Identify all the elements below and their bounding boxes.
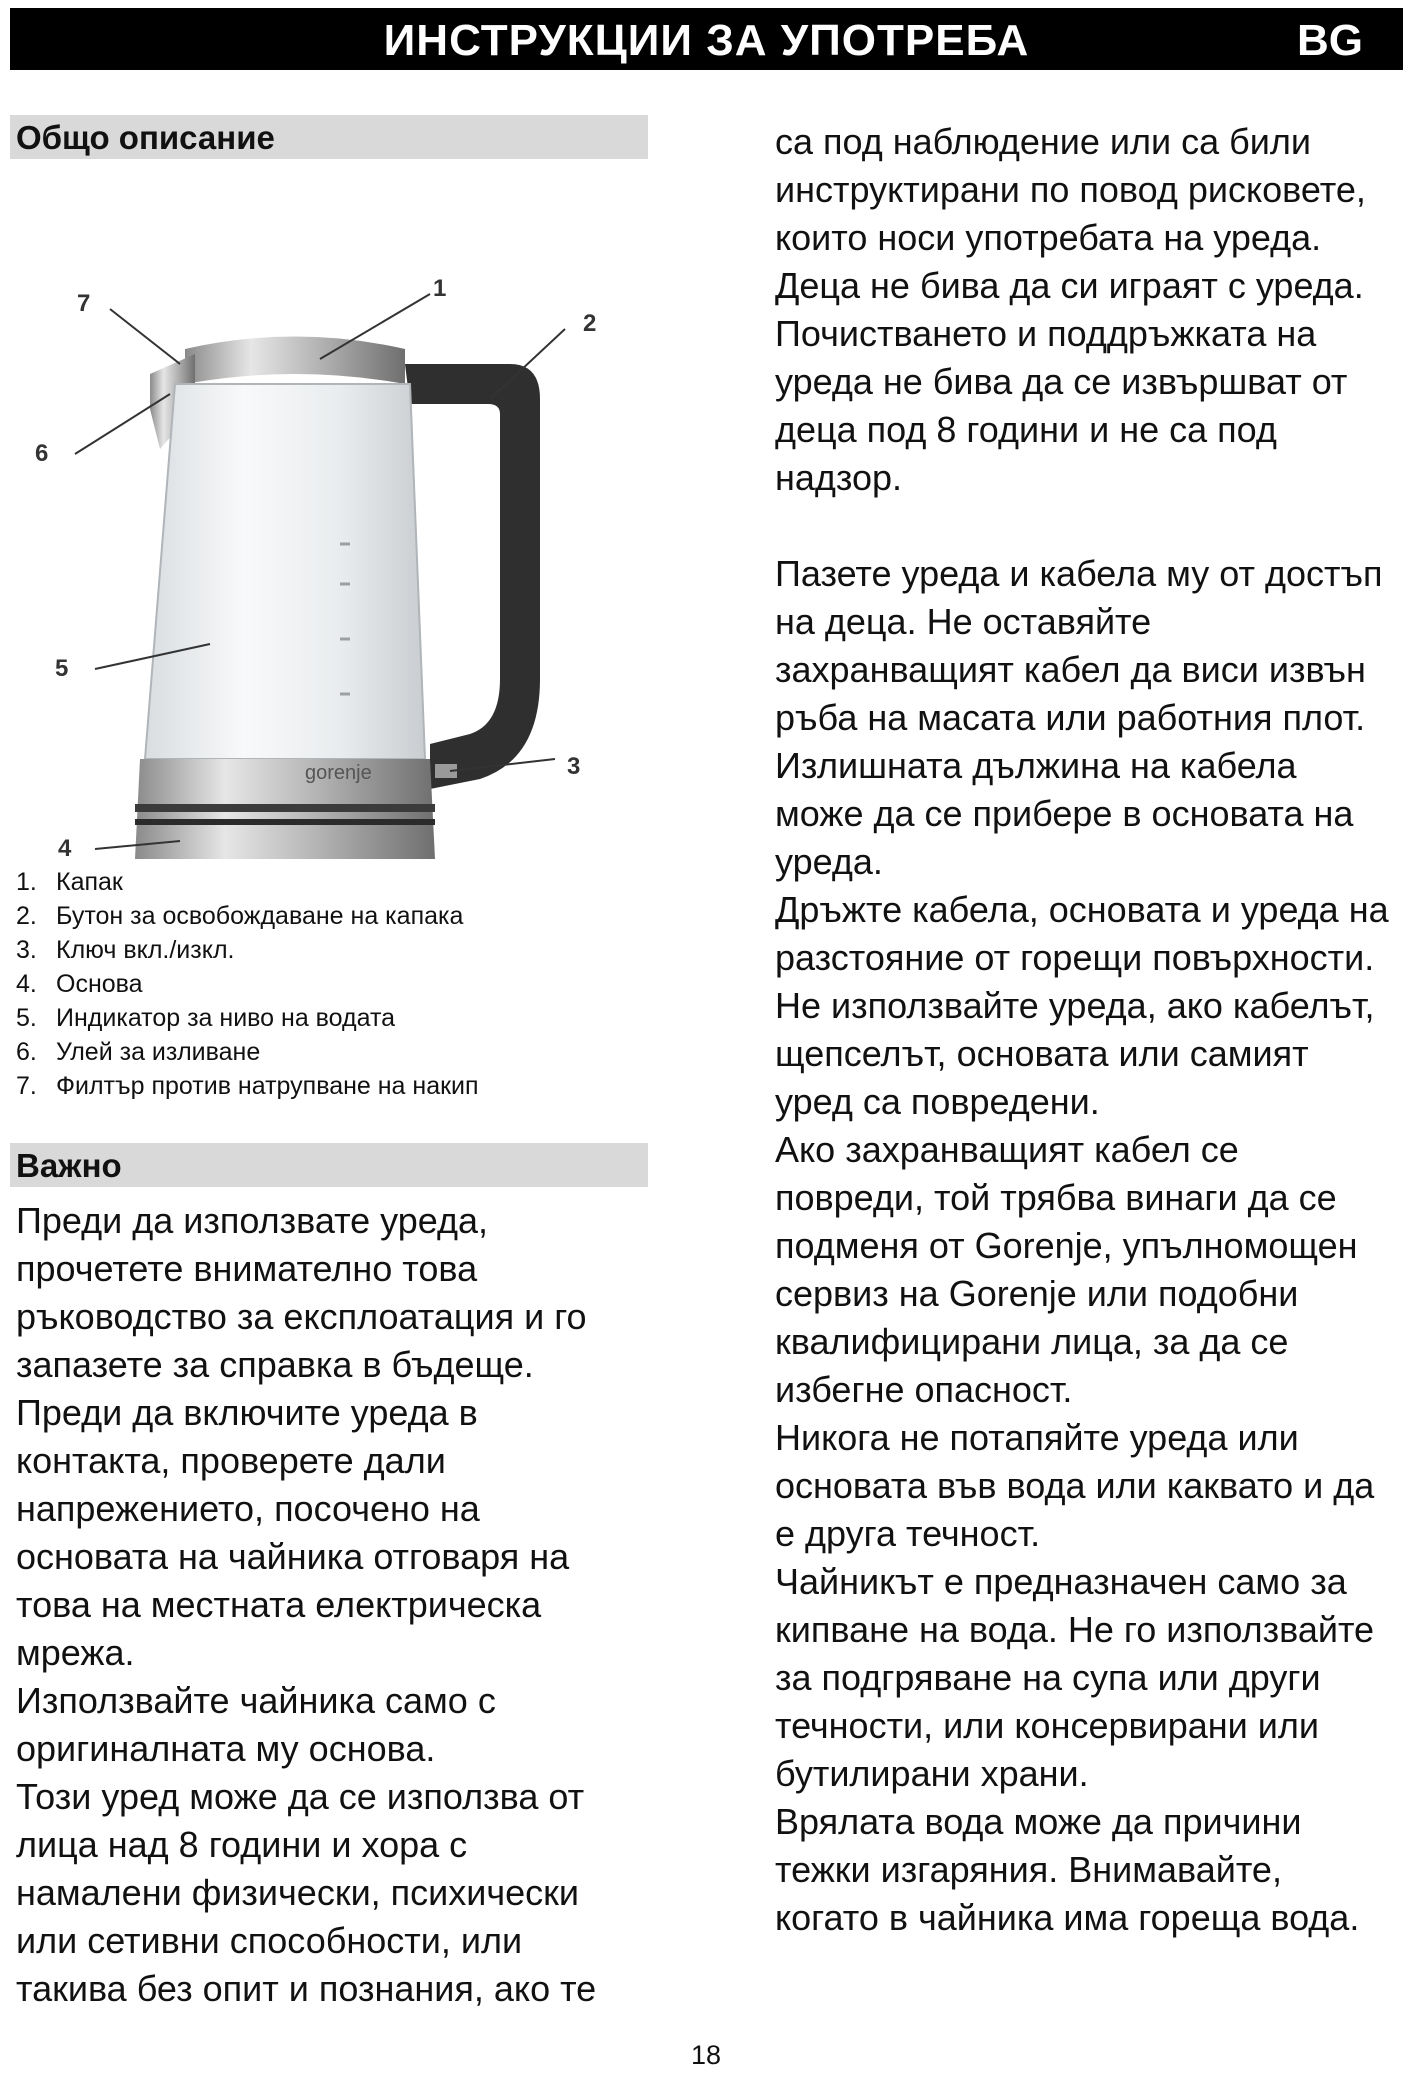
page-number: 18 — [690, 2040, 722, 2070]
kettle-drawing — [10, 159, 610, 859]
text-line: контакта, проверете дали — [16, 1440, 446, 1481]
text-line: основата във вода или каквато и да — [775, 1465, 1375, 1506]
text-line: разстояние от горещи повърхности. — [775, 937, 1375, 978]
important-heading: Важно — [16, 1147, 122, 1184]
text-line: квалифицирани лица, за да се — [775, 1321, 1289, 1362]
callout-7: 7 — [77, 290, 91, 317]
text-line: уреда не бива да се извършват от — [775, 361, 1348, 402]
text-line: мрежа. — [16, 1632, 135, 1673]
text-line: избегне опасност. — [775, 1369, 1073, 1410]
list-item: 4. Основа — [16, 970, 143, 998]
brand-logo: gorenje — [305, 762, 372, 784]
text-line: Излишната дължина на кабела — [775, 745, 1297, 786]
kettle-glass-body — [145, 384, 425, 759]
text-line: Врялата вода може да причини — [775, 1801, 1302, 1842]
text-line: когато в чайника има гореща вода. — [775, 1897, 1360, 1938]
kettle-illustration — [10, 159, 610, 859]
base-stripe-lower — [135, 819, 435, 825]
callout-4: 4 — [58, 835, 72, 859]
general-description-heading-bar — [10, 115, 648, 159]
text-line: сервиз на Gorenje или подобни — [775, 1273, 1299, 1314]
right-column — [775, 118, 1405, 1942]
header-bar — [10, 8, 1403, 70]
supervision-paragraph — [775, 118, 1405, 502]
base-stripe — [135, 804, 435, 812]
text-line: деца под 8 години и не са под — [775, 409, 1277, 450]
text-line: инструктирани по повод рисковете, — [775, 169, 1366, 210]
text-line: тежки изгаряния. Внимавайте, — [775, 1849, 1282, 1890]
text-line: лица над 8 години и хора с — [16, 1824, 468, 1865]
text-line: Никога не потапяйте уреда или — [775, 1417, 1299, 1458]
text-line: ръководство за експлоатация и го — [16, 1296, 587, 1337]
left-column — [10, 115, 650, 2013]
callout-1: 1 — [433, 275, 447, 302]
text-line: са под наблюдение или са били — [775, 121, 1312, 162]
text-line: щепселът, основата или самият — [775, 1033, 1309, 1074]
list-item: 2. Бутон за освобождаване на капака — [16, 902, 464, 930]
list-item: 1. Капак — [16, 868, 123, 896]
general-description-heading: Общо описание — [16, 119, 275, 156]
text-line: Преди да включите уреда в — [16, 1392, 478, 1433]
text-line: може да се прибере в основата на — [775, 793, 1354, 834]
list-item: 3. Ключ вкл./изкл. — [16, 936, 235, 964]
text-line: течности, или консервирани или — [775, 1705, 1319, 1746]
text-line: основата на чайника отговаря на — [16, 1536, 570, 1577]
text-line: такива без опит и познания, ако те — [16, 1968, 597, 2009]
list-item: 5. Индикатор за ниво на водата — [16, 1004, 396, 1032]
text-line: Преди да използвате уреда, — [16, 1200, 489, 1241]
text-line: Пазете уреда и кабела му от достъп — [775, 553, 1383, 594]
list-item: 7. Филтър против натрупване на накип — [16, 1072, 479, 1100]
callout-2: 2 — [583, 310, 597, 337]
text-line: захранващият кабел да виси извън — [775, 649, 1366, 690]
text-line: напрежението, посочено на — [16, 1488, 480, 1529]
text-line: Не използвайте уреда, ако кабелът, — [775, 985, 1375, 1026]
text-line: ръба на масата или работния плот. — [775, 697, 1366, 738]
text-line: запазете за справка в бъдеще. — [16, 1344, 534, 1385]
text-line: бутилирани храни. — [775, 1753, 1089, 1794]
text-line: за подгряване на супа или други — [775, 1657, 1321, 1698]
callout-3: 3 — [567, 753, 581, 780]
text-line: подменя от Gorenje, упълномощен — [775, 1225, 1358, 1266]
text-line: уреда. — [775, 841, 883, 882]
text-line: Ако захранващият кабел се — [775, 1129, 1239, 1170]
language-code: BG — [1297, 16, 1363, 65]
text-line: повреди, той трябва винаги да се — [775, 1177, 1337, 1218]
text-line: това на местната електрическа — [16, 1584, 542, 1625]
text-line: кипване на вода. Не го използвайте — [775, 1609, 1375, 1650]
text-line: Дръжте кабела, основата и уреда на — [775, 889, 1389, 930]
page-title: ИНСТРУКЦИИ ЗА УПОТРЕБА — [383, 16, 1030, 65]
list-item: 6. Улей за изливане — [16, 1038, 261, 1066]
text-line: Почистването и поддръжката на — [775, 313, 1317, 354]
text-line: Деца не бива да си играят с уреда. — [775, 265, 1364, 306]
callout-6: 6 — [35, 440, 49, 467]
text-line: на деца. Не оставяйте — [775, 601, 1152, 642]
important-text — [10, 1197, 656, 2013]
important-heading-bar — [10, 1143, 648, 1187]
text-line: Този уред може да се използва от — [16, 1776, 585, 1817]
text-line: прочетете внимателно това — [16, 1248, 478, 1289]
text-line: намалени физически, психически — [16, 1872, 580, 1913]
text-line: Използвайте чайника само с — [16, 1680, 496, 1721]
text-line: оригиналната му основа. — [16, 1728, 436, 1769]
safety-paragraph — [775, 550, 1405, 1942]
text-line: е друга течност. — [775, 1513, 1041, 1554]
kettle-lid — [185, 337, 405, 385]
text-line: Чайникът е предназначен само за — [775, 1561, 1347, 1602]
text-line: които носи употребата на уреда. — [775, 217, 1322, 258]
kettle-handle — [405, 364, 540, 789]
parts-list — [10, 865, 650, 1103]
text-line: или сетивни способности, или — [16, 1920, 523, 1961]
callout-5: 5 — [55, 655, 69, 682]
text-line: надзор. — [775, 457, 903, 498]
text-line: уред са повредени. — [775, 1081, 1100, 1122]
